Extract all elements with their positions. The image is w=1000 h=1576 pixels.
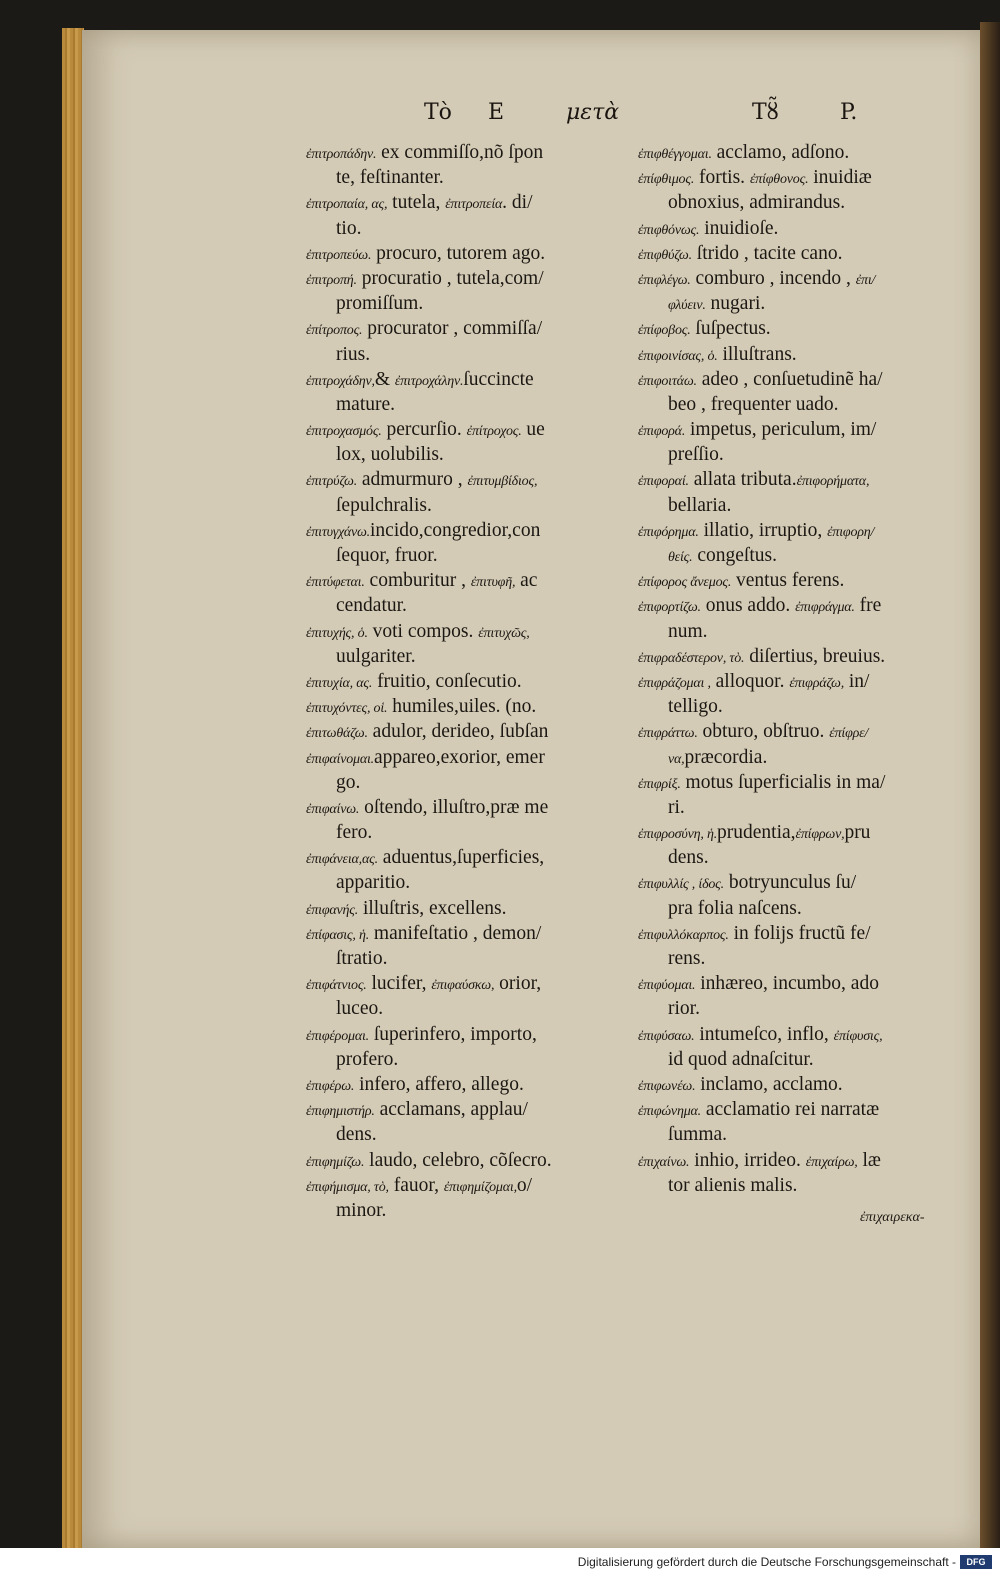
greek-headword: θείς. — [668, 550, 693, 565]
text-line — [306, 896, 638, 921]
head-p: P. — [840, 100, 858, 125]
text-line — [638, 140, 970, 165]
text-line — [306, 442, 638, 467]
greek-headword: ἐπιφορτίζω. — [638, 600, 701, 616]
latin-gloss: ſuperinfero, importo, — [368, 1023, 537, 1045]
greek-headword: ἐπιφύσαω. — [638, 1028, 695, 1044]
text-line — [638, 593, 970, 618]
text-line — [306, 820, 638, 845]
greek-headword: ἐπιτροπεία — [445, 197, 503, 213]
text-line — [306, 568, 638, 593]
latin-gloss: percurſio. — [381, 419, 467, 441]
greek-headword: ἐπιφωνέω. — [638, 1078, 696, 1094]
greek-headword: ἐπιτυχής, ὁ. — [306, 625, 368, 641]
greek-headword: ἐπιτυμβίδιος, — [467, 474, 538, 490]
text-line — [306, 795, 638, 820]
greek-headword: ἐπιφαίνω. — [306, 801, 360, 817]
right-column — [638, 140, 970, 1198]
greek-headword: ἐπιτροχάλην. — [394, 373, 464, 389]
latin-gloss: diſertius, breuius. — [744, 645, 886, 667]
latin-gloss: minor. — [336, 1199, 387, 1221]
head-to: Τὸ — [424, 100, 452, 125]
text-line — [306, 266, 638, 291]
greek-headword: ἐπιφημιστήρ. — [306, 1104, 375, 1120]
text-line — [306, 291, 638, 316]
text-line — [306, 342, 638, 367]
greek-headword: φλύειν. — [668, 298, 706, 314]
greek-headword: ἐπιφαίνομαι. — [306, 751, 374, 767]
latin-gloss: & — [374, 368, 395, 390]
text-line — [638, 1173, 970, 1198]
text-line — [638, 165, 970, 190]
greek-headword: ἐπίτροπος. — [306, 323, 363, 339]
greek-headword: ἐπιφόρημα. — [638, 524, 699, 540]
greek-headword: ἐπιφορη/ — [827, 524, 875, 540]
text-line — [306, 493, 638, 518]
latin-gloss: te, feſtinanter. — [336, 167, 444, 189]
text-line — [638, 795, 970, 820]
latin-gloss: alloquor. — [710, 670, 790, 692]
footer-bar — [0, 1548, 1000, 1576]
text-line — [638, 392, 970, 417]
greek-headword: ἐπιφάνεια,ας. — [306, 852, 378, 868]
latin-gloss: mature. — [336, 393, 396, 415]
latin-gloss: ſuccincte — [463, 368, 534, 390]
latin-gloss: in/ — [844, 670, 870, 692]
text-line — [638, 820, 970, 845]
latin-gloss: aduentus,ſuperficies, — [377, 847, 545, 869]
head-e: E — [488, 100, 505, 125]
text-line — [638, 442, 970, 467]
latin-gloss: inclamo, acclamo. — [695, 1073, 843, 1095]
latin-gloss: acclamans, applau/ — [374, 1099, 528, 1121]
latin-gloss: bellaria. — [668, 494, 732, 516]
greek-headword: ἐπι/ — [855, 272, 876, 288]
text-line — [306, 1148, 638, 1173]
greek-headword: ἐπιτροπάδην. — [306, 147, 377, 162]
latin-gloss: præcordia. — [684, 746, 768, 768]
latin-gloss: procuratio , tutela,com/ — [356, 267, 544, 289]
latin-gloss: botryunculus ſu/ — [723, 872, 857, 894]
latin-gloss: illuſtrans. — [717, 343, 797, 365]
greek-headword: ἐπιφρίξ. — [638, 776, 681, 792]
latin-gloss: dens. — [336, 1124, 377, 1146]
text-line — [638, 1148, 970, 1173]
greek-headword: ἐπιχαίρω, — [805, 1154, 858, 1170]
text-line — [306, 1022, 638, 1047]
text-line — [638, 971, 970, 996]
left-column — [306, 140, 638, 1223]
latin-gloss: voti compos. — [367, 620, 479, 642]
text-line — [306, 971, 638, 996]
latin-gloss: ex commiſſo,nõ ſpon — [376, 142, 544, 163]
greek-headword: ἐπιφράγμα. — [795, 600, 855, 616]
latin-gloss: ſtratio. — [336, 948, 388, 969]
text-line — [638, 190, 970, 215]
latin-gloss: rens. — [668, 948, 706, 969]
latin-gloss: inhæreo, incumbo, ado — [695, 973, 879, 995]
text-line — [638, 367, 970, 392]
latin-gloss: ſumma. — [668, 1124, 728, 1146]
latin-gloss: læ — [857, 1149, 881, 1171]
text-line — [306, 745, 638, 770]
greek-headword: ἐπιφροσύνη, ἡ. — [638, 827, 718, 843]
text-line — [306, 946, 638, 971]
greek-headword: ἐπιτυγχάνω. — [306, 524, 370, 540]
latin-gloss: pru — [844, 822, 871, 844]
text-line — [638, 1122, 970, 1147]
text-line — [306, 619, 638, 644]
text-line — [638, 342, 970, 367]
greek-headword: ἐπίφυσις, — [833, 1028, 883, 1044]
text-line — [638, 543, 970, 568]
catchword: ἐπιχαιρεκα- — [860, 1210, 925, 1225]
text-line — [638, 845, 970, 870]
latin-gloss: tutela, — [387, 192, 446, 214]
text-line — [638, 644, 970, 669]
latin-gloss: ſepulchralis. — [336, 494, 432, 516]
latin-gloss: fero. — [336, 822, 373, 844]
greek-headword: ἐπιφορά. — [638, 424, 686, 440]
text-line — [638, 745, 970, 770]
text-line — [638, 493, 970, 518]
latin-gloss: ac — [515, 570, 538, 592]
latin-gloss: adeo , conſuetudinẽ ha/ — [696, 368, 883, 390]
latin-gloss: ventus ferens. — [731, 570, 845, 592]
latin-gloss: illuſtris, excellens. — [358, 897, 507, 919]
text-line — [306, 593, 638, 618]
greek-headword: ἐπιτρύζω. — [306, 474, 358, 490]
greek-headword: ἐπιφέρω. — [306, 1078, 355, 1094]
latin-gloss: lucifer, — [366, 973, 432, 995]
text-line — [638, 770, 970, 795]
latin-gloss: promiſſum. — [336, 293, 424, 315]
text-line — [638, 669, 970, 694]
greek-headword: ἐπιτροχασμός. — [306, 424, 382, 440]
latin-gloss: acclamatio rei narratæ — [700, 1099, 880, 1121]
latin-gloss: id quod adnaſcitur. — [668, 1048, 814, 1070]
greek-headword: ἐπιφλέγω. — [638, 272, 691, 288]
greek-headword: ἐπιφράζομαι , — [638, 675, 711, 691]
greek-headword: ἐπίφρε/ — [829, 726, 869, 742]
head-meta: μετὰ — [566, 100, 620, 125]
latin-gloss: ſequor, fruor. — [336, 545, 438, 566]
text-line — [638, 921, 970, 946]
latin-gloss: illatio, irruptio, — [698, 519, 828, 541]
text-line — [306, 770, 638, 795]
latin-gloss: cendatur. — [336, 595, 407, 617]
greek-headword: ἐπιφραδέστερον, τὸ. — [638, 650, 745, 666]
greek-headword: ἐπίφθονος. — [749, 172, 809, 188]
latin-gloss: incido,congredior,con — [370, 519, 541, 541]
latin-gloss: infero, affero, allego. — [354, 1073, 524, 1095]
latin-gloss: onus addo. — [700, 595, 796, 617]
greek-headword: ἐπιφημίζομαι, — [443, 1179, 517, 1195]
text-line — [306, 543, 638, 568]
text-line — [638, 1097, 970, 1122]
latin-gloss: pra folia naſcens. — [668, 897, 802, 919]
greek-headword: ἐπιφάτνιος. — [306, 978, 367, 994]
text-line — [638, 719, 970, 744]
latin-gloss: ue — [521, 419, 545, 441]
latin-gloss: nugari. — [705, 293, 766, 315]
latin-gloss: fortis. — [694, 167, 750, 189]
text-line — [306, 921, 638, 946]
greek-headword: ἐπιτυχῶς, — [478, 625, 530, 641]
latin-gloss: orior, — [494, 973, 542, 995]
latin-gloss: . di/ — [502, 192, 533, 214]
latin-gloss: congeſtus. — [692, 545, 777, 566]
text-line — [306, 241, 638, 266]
text-line — [306, 216, 638, 241]
latin-gloss: comburitur , — [364, 570, 471, 592]
greek-headword: ἐπιφοραί. — [638, 474, 689, 490]
latin-gloss: go. — [336, 771, 361, 793]
text-line — [638, 417, 970, 442]
latin-gloss: prudentia, — [717, 822, 796, 844]
running-head — [0, 100, 1000, 136]
text-line — [306, 845, 638, 870]
greek-headword: ἐπιφθέγγομαι. — [638, 147, 712, 162]
greek-headword: ἐπιφοινίσας, ὁ. — [638, 348, 718, 364]
head-tou: Τȣ̃ — [752, 100, 779, 125]
latin-gloss: inhio, irrideo. — [689, 1149, 806, 1171]
greek-headword: ἐπιφημίζω. — [306, 1154, 365, 1170]
greek-headword: ἐπίφθιμος. — [638, 172, 695, 188]
latin-gloss: motus ſuperficialis in ma/ — [680, 771, 886, 793]
text-line — [306, 367, 638, 392]
text-line — [638, 1047, 970, 1072]
greek-headword: ἐπίφορος ἄνεμος. — [638, 575, 732, 591]
greek-headword: ἐπιφορήματα, — [796, 474, 870, 490]
text-line — [306, 719, 638, 744]
greek-headword: ἐπιχαίνω. — [638, 1154, 690, 1170]
text-line — [306, 870, 638, 895]
greek-headword: ἐπιφαύσκω, — [431, 978, 495, 994]
latin-gloss: ſuſpectus. — [690, 318, 771, 340]
latin-gloss: procuro, tutorem ago. — [371, 242, 546, 264]
text-line — [306, 1047, 638, 1072]
latin-gloss: admurmuro , — [357, 469, 468, 491]
latin-gloss: comburo , incendo , — [690, 267, 856, 289]
text-line — [638, 1022, 970, 1047]
latin-gloss: fre — [854, 595, 882, 617]
text-line — [306, 140, 638, 165]
latin-gloss: ſtrido , tacite cano. — [691, 242, 843, 264]
latin-gloss: rior. — [668, 998, 700, 1020]
greek-headword: ἐπιφοιτάω. — [638, 373, 697, 389]
latin-gloss: uulgariter. — [336, 645, 416, 667]
latin-gloss: acclamo, adſono. — [711, 142, 850, 163]
text-line — [638, 518, 970, 543]
latin-gloss: tor alienis malis. — [668, 1174, 798, 1196]
greek-headword: ἐπιτωθάζω. — [306, 726, 368, 742]
text-line — [306, 392, 638, 417]
latin-gloss: fruitio, conſecutio. — [372, 670, 522, 692]
greek-headword: να, — [668, 751, 685, 767]
greek-headword: ἐπιφυλλόκαρπος. — [638, 927, 729, 943]
latin-gloss: appareo,exorior, emer — [373, 746, 545, 768]
book-edge — [62, 28, 84, 1548]
text-line — [638, 1072, 970, 1097]
greek-headword: ἐπιτυφῆ, — [470, 575, 516, 591]
text-line — [306, 518, 638, 543]
text-line — [638, 216, 970, 241]
latin-gloss: obturo, obſtruo. — [697, 721, 830, 743]
latin-gloss: tio. — [336, 217, 362, 239]
text-line — [306, 996, 638, 1021]
text-line — [638, 467, 970, 492]
latin-gloss: humiles,uiles. (no. — [387, 696, 537, 718]
greek-headword: ἐπιφήμισμα, τὸ, — [306, 1179, 389, 1195]
latin-gloss: obnoxius, admirandus. — [668, 192, 846, 214]
latin-gloss: dens. — [668, 847, 709, 869]
latin-gloss: rius. — [336, 343, 371, 365]
latin-gloss: fauor, — [388, 1174, 444, 1196]
text-line — [638, 568, 970, 593]
text-line — [638, 996, 970, 1021]
text-line — [306, 694, 638, 719]
latin-gloss: manifeſtatio , demon/ — [369, 922, 542, 944]
greek-headword: ἐπιφέρομαι. — [306, 1028, 369, 1044]
page-right-edge — [980, 22, 1000, 1552]
text-line — [306, 316, 638, 341]
latin-gloss: telligo. — [668, 696, 723, 718]
dfg-logo: DFG — [960, 1555, 992, 1569]
text-line — [306, 669, 638, 694]
latin-gloss: ri. — [668, 796, 685, 818]
greek-headword: ἐπίτροχος. — [466, 424, 522, 440]
latin-gloss: oſtendo, illuſtro,præ me — [359, 796, 549, 818]
text-line — [306, 644, 638, 669]
text-line — [306, 1072, 638, 1097]
latin-gloss: profero. — [336, 1048, 399, 1070]
text-line — [306, 1173, 638, 1198]
text-line — [638, 870, 970, 895]
greek-headword: ἐπιφώνημα. — [638, 1104, 701, 1120]
greek-headword: ἐπιφθόνως. — [638, 222, 700, 238]
text-line — [638, 896, 970, 921]
greek-headword: ἐπιφανής. — [306, 902, 359, 918]
text-line — [306, 1097, 638, 1122]
greek-headword: ἐπίφρων, — [795, 827, 845, 843]
greek-headword: ἐπιφράζω, — [789, 675, 845, 691]
latin-gloss: procurator , commiſſa/ — [362, 318, 543, 340]
footer-text: Digitalisierung gefördert durch die Deutsche Forschungsgemeinschaft - — [577, 1555, 956, 1569]
greek-headword: ἐπιφράττω. — [638, 726, 698, 742]
latin-gloss: luceo. — [336, 998, 384, 1020]
text-line — [306, 165, 638, 190]
greek-headword: ἐπίφασις, ἡ. — [306, 927, 370, 943]
latin-gloss: impetus, periculum, im/ — [685, 419, 877, 441]
text-line — [638, 946, 970, 971]
latin-gloss: inuidiæ — [808, 167, 872, 189]
latin-gloss: num. — [668, 620, 708, 642]
latin-gloss: apparitio. — [336, 872, 411, 894]
latin-gloss: beo , frequenter uado. — [668, 393, 839, 415]
text-line — [638, 241, 970, 266]
greek-headword: ἐπιτροπή. — [306, 272, 357, 288]
latin-gloss: in folijs fructũ fe/ — [728, 922, 871, 944]
text-line — [638, 694, 970, 719]
latin-gloss: laudo, celebro, cõſecro. — [364, 1149, 552, 1171]
latin-gloss: lox, uolubilis. — [336, 444, 444, 466]
latin-gloss: allata tributa. — [688, 469, 797, 491]
text-line — [306, 467, 638, 492]
greek-headword: ἐπιφύομαι. — [638, 978, 696, 994]
latin-gloss: inuidioſe. — [699, 217, 779, 239]
greek-headword: ἐπιτροπεύω. — [306, 247, 372, 263]
greek-headword: ἐπιτυχία, ας. — [306, 675, 373, 691]
greek-headword: ἐπιτυχόντες, οἱ. — [306, 701, 388, 717]
text-line — [306, 190, 638, 215]
text-line — [306, 1122, 638, 1147]
greek-headword: ἐπιτροπαία, ας, — [306, 197, 388, 213]
latin-gloss: adulor, derideo, ſubſan — [367, 721, 549, 743]
greek-headword: ἐπιφθύζω. — [638, 247, 692, 263]
text-line — [638, 619, 970, 644]
latin-gloss: intumeſco, inflo, — [694, 1023, 834, 1045]
latin-gloss: o/ — [516, 1174, 533, 1196]
greek-headword: ἐπίφοβος. — [638, 323, 691, 339]
greek-headword: ἐπιφυλλίς , ίδος. — [638, 877, 724, 893]
text-line — [638, 316, 970, 341]
greek-headword: ἐπιτροχάδην, — [306, 373, 375, 389]
greek-headword: ἐπιτύφεται. — [306, 575, 365, 591]
text-line — [638, 291, 970, 316]
text-line — [306, 417, 638, 442]
text-line — [306, 1198, 638, 1223]
latin-gloss: preſſio. — [668, 444, 724, 466]
text-line — [638, 266, 970, 291]
